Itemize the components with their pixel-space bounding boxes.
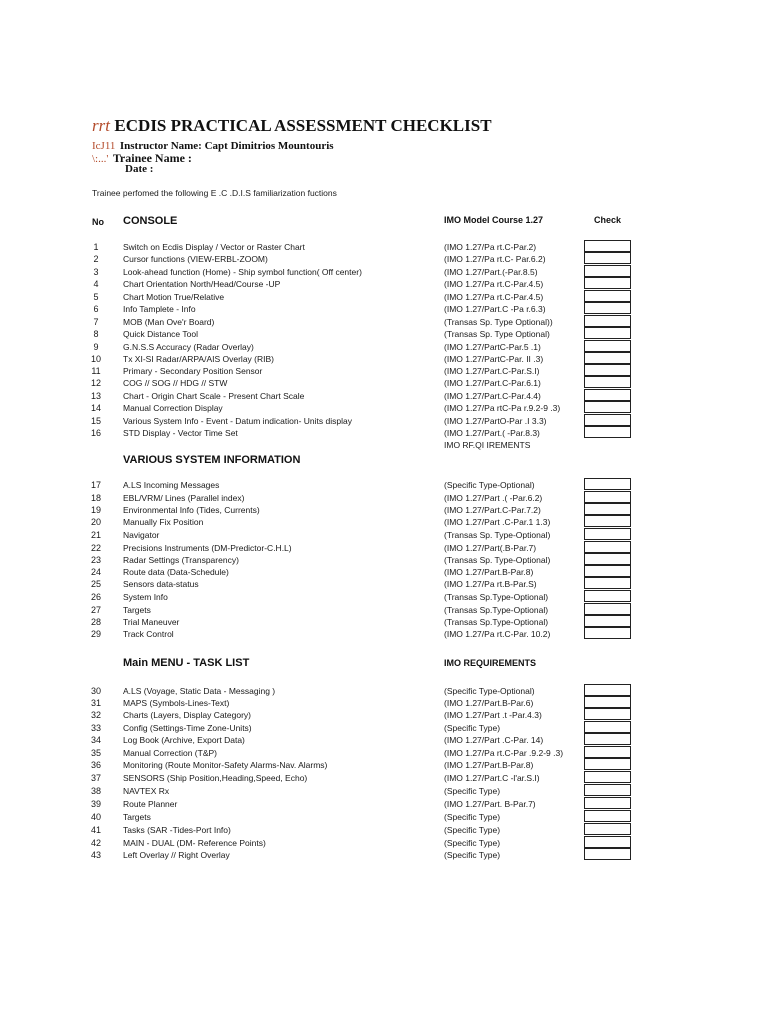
- row-number: 23: [90, 555, 101, 565]
- instructor-prefix: IcJ11: [92, 140, 116, 152]
- document-title-line: [92, 116, 492, 136]
- row-function: Manually Fix Position: [123, 517, 204, 527]
- row-function: A.LS (Voyage, Static Data - Messaging ): [123, 686, 276, 696]
- row-function: Chart Motion True/Relative: [123, 292, 225, 302]
- row-imo-reference: (IMO 1.27/Part.C-Par.S.I): [444, 366, 540, 376]
- check-box[interactable]: [584, 746, 631, 758]
- console-section-title: CONSOLE: [123, 215, 178, 227]
- row-function: STD Display - Vector Time Set: [123, 428, 238, 438]
- check-box[interactable]: [584, 340, 631, 352]
- check-box[interactable]: [584, 478, 631, 490]
- trainee-prefix: \:...': [92, 153, 109, 165]
- check-box[interactable]: [584, 265, 631, 277]
- imo-column-header: IMO Model Course 1.27: [444, 215, 544, 225]
- row-number: 41: [90, 825, 101, 835]
- no-column-header: No: [92, 217, 104, 227]
- row-number: 37: [90, 773, 101, 783]
- checklist-row: [0, 254, 768, 267]
- checklist-row: [0, 378, 768, 391]
- row-number: 9: [93, 342, 99, 352]
- check-box[interactable]: [584, 401, 631, 413]
- row-number: 42: [90, 838, 101, 848]
- check-box[interactable]: [584, 603, 631, 615]
- row-imo-reference: (Transas Sp.Type-Optional): [444, 617, 549, 627]
- instructor-name: Instructor Name: Capt Dimitrios Mountouris: [119, 140, 334, 152]
- check-box[interactable]: [584, 758, 631, 770]
- check-box[interactable]: [584, 771, 631, 783]
- row-function: EBL/VRM/ Lines (Parallel index): [123, 493, 245, 503]
- row-imo-reference: (Specific Type): [444, 812, 501, 822]
- check-box[interactable]: [584, 252, 631, 264]
- row-imo-reference: (Specific Type): [444, 850, 501, 860]
- row-imo-reference: (IMO 1.27/PartO-Par .I 3.3): [444, 416, 547, 426]
- row-imo-reference: (IMO 1.27/Part .t -Par.4.3): [444, 710, 542, 720]
- imo-requirements-note: IMO RF.QI IREMENTS: [444, 440, 531, 450]
- row-function: Tx XI-SI Radar/ARPA/AIS Overlay (RIB): [123, 354, 274, 364]
- row-imo-reference: (IMO 1.27/Part.C -Pa r.6.3): [444, 304, 546, 314]
- row-imo-reference: (IMO 1.27/PartC-Par.5 .1): [444, 342, 541, 352]
- row-function: Manual Correction (T&P): [123, 748, 218, 758]
- checklist-row: [0, 850, 768, 863]
- row-imo-reference: (IMO 1.27/Part.B-Par.8): [444, 760, 534, 770]
- checklist-row: [0, 279, 768, 292]
- row-imo-reference: (IMO 1.27/Part.B-Par.8): [444, 567, 534, 577]
- check-box[interactable]: [584, 327, 631, 339]
- check-box[interactable]: [584, 503, 631, 515]
- row-imo-reference: (IMO 1.27/Pa rt.B-Par.S): [444, 579, 537, 589]
- check-box[interactable]: [584, 708, 631, 720]
- checklist-row: [0, 592, 768, 605]
- row-number: 7: [93, 317, 99, 327]
- check-box[interactable]: [584, 733, 631, 745]
- checklist-row: [0, 786, 768, 799]
- row-number: 3: [93, 267, 99, 277]
- check-box[interactable]: [584, 848, 631, 860]
- row-function: Monitoring (Route Monitor-Safety Alarms-Nav. Alarms): [123, 760, 328, 770]
- row-function: NAVTEX Rx: [123, 786, 170, 796]
- check-box[interactable]: [584, 414, 631, 426]
- check-box[interactable]: [584, 491, 631, 503]
- row-imo-reference: (IMO 1.27/Part.C-Par.6.1): [444, 378, 541, 388]
- row-function: A.LS Incoming Messages: [123, 480, 220, 490]
- various-section-title: VARIOUS SYSTEM INFORMATION: [123, 454, 301, 466]
- check-box[interactable]: [584, 627, 631, 639]
- row-number: 20: [90, 517, 101, 527]
- row-function: Info Tamplete - Info: [123, 304, 196, 314]
- row-number: 30: [90, 686, 101, 696]
- check-box[interactable]: [584, 315, 631, 327]
- row-function: Chart Orientation North/Head/Course -UP: [123, 279, 281, 289]
- row-imo-reference: (IMO 1.27/Part.(-Par.8.5): [444, 267, 538, 277]
- row-function: Track Control: [123, 629, 174, 639]
- check-box[interactable]: [584, 302, 631, 314]
- row-function: SENSORS (Ship Position,Heading,Speed, Echo): [123, 773, 308, 783]
- row-number: 36: [90, 760, 101, 770]
- check-box[interactable]: [584, 426, 631, 438]
- checklist-row: [0, 760, 768, 773]
- row-function: Look-ahead function (Home) - Ship symbol function( Off center): [123, 267, 362, 277]
- row-function: MAPS (Symbols-Lines-Text): [123, 698, 230, 708]
- checklist-row: [0, 329, 768, 342]
- row-number: 27: [90, 605, 101, 615]
- row-imo-reference: (IMO 1.27/Part. B-Par.7): [444, 799, 536, 809]
- row-imo-reference: (IMO 1.27/Part.( -Par.8.3): [444, 428, 540, 438]
- row-function: Config (Settings-Time Zone-Units): [123, 723, 252, 733]
- row-imo-reference: (Specific Type): [444, 838, 501, 848]
- row-number: 17: [90, 480, 101, 490]
- row-number: 11: [91, 366, 101, 376]
- row-imo-reference: (Specific Type-Optional): [444, 480, 535, 490]
- row-imo-reference: (IMO 1.27/Pa rt.C-Par.4.5): [444, 279, 544, 289]
- checklist-row: [0, 799, 768, 812]
- row-imo-reference: (Specific Type-Optional): [444, 686, 535, 696]
- title-prefix: rrt: [92, 116, 110, 135]
- check-box[interactable]: [584, 553, 631, 565]
- row-function: Navigator: [123, 530, 160, 540]
- row-imo-reference: (Transas Sp. Type-Optional): [444, 530, 551, 540]
- row-function: Targets: [123, 812, 151, 822]
- row-number: 2: [93, 254, 99, 264]
- checklist-row: [0, 710, 768, 723]
- row-imo-reference: (IMO 1.27/PartC-Par. II .3): [444, 354, 544, 364]
- row-imo-reference: (IMO 1.27/Part.C-Par.7.2): [444, 505, 541, 515]
- row-imo-reference: (IMO 1.27/Part(.B-Par.7): [444, 543, 537, 553]
- row-imo-reference: (Specific Type): [444, 825, 501, 835]
- check-box[interactable]: [584, 797, 631, 809]
- checklist-row: [0, 825, 768, 838]
- checklist-row: [0, 403, 768, 416]
- check-box[interactable]: [584, 836, 631, 848]
- row-function: Tasks (SAR -Tides-Port Info): [123, 825, 231, 835]
- check-box[interactable]: [584, 364, 631, 376]
- row-function: Environmental Info (Tides, Currents): [123, 505, 260, 515]
- row-imo-reference: (Specific Type): [444, 723, 501, 733]
- row-imo-reference: (Specific Type): [444, 786, 501, 796]
- check-box[interactable]: [584, 615, 631, 627]
- row-number: 8: [93, 329, 99, 339]
- check-box[interactable]: [584, 528, 631, 540]
- row-function: Manual Correction Display: [123, 403, 223, 413]
- row-number: 35: [90, 748, 101, 758]
- checklist-row: [0, 304, 768, 317]
- row-function: COG // SOG // HDG // STW: [123, 378, 228, 388]
- row-imo-reference: (Transas Sp. Type-Optional): [444, 555, 551, 565]
- task-imo-header: IMO REQUIREMENTS: [444, 658, 537, 668]
- row-number: 15: [90, 416, 101, 426]
- row-function: Log Book (Archive, Export Data): [123, 735, 245, 745]
- row-number: 31: [90, 698, 101, 708]
- checklist-row: [0, 517, 768, 530]
- row-number: 18: [90, 493, 101, 503]
- row-imo-reference: (IMO 1.27/Part .C-Par. 14): [444, 735, 544, 745]
- check-box[interactable]: [584, 565, 631, 577]
- check-box[interactable]: [584, 721, 631, 733]
- row-number: 28: [90, 617, 101, 627]
- checklist-row: [0, 579, 768, 592]
- row-number: 25: [90, 579, 101, 589]
- row-number: 19: [90, 505, 101, 515]
- row-function: Charts (Layers, Display Category): [123, 710, 252, 720]
- check-box[interactable]: [584, 696, 631, 708]
- row-function: Switch on Ecdis Display / Vector or Raster Chart: [123, 242, 305, 252]
- row-number: 26: [90, 592, 101, 602]
- row-imo-reference: (Transas Sp.Type-Optional): [444, 592, 549, 602]
- row-imo-reference: (Transas Sp. Type Optional): [444, 329, 550, 339]
- row-number: 29: [90, 629, 101, 639]
- check-box[interactable]: [584, 577, 631, 589]
- checklist-row: [0, 428, 768, 441]
- row-imo-reference: (IMO 1.27/Pa rt.C-Par .9.2-9 .3): [444, 748, 564, 758]
- row-number: 12: [90, 378, 101, 388]
- check-box[interactable]: [584, 277, 631, 289]
- row-function: Sensors data-status: [123, 579, 199, 589]
- check-box[interactable]: [584, 515, 631, 527]
- task-section-title: Main MENU - TASK LIST: [123, 657, 250, 669]
- row-number: 21: [90, 530, 101, 540]
- row-number: 24: [90, 567, 101, 577]
- row-number: 39: [90, 799, 101, 809]
- check-box[interactable]: [584, 541, 631, 553]
- checklist-row: [0, 629, 768, 642]
- check-box[interactable]: [584, 352, 631, 364]
- row-imo-reference: (IMO 1.27/Pa rt.C-Par. 10.2): [444, 629, 551, 639]
- row-imo-reference: (IMO 1.27/Part .C-Par.1 1.3): [444, 517, 551, 527]
- row-imo-reference: (IMO 1.27/Part .( -Par.6.2): [444, 493, 543, 503]
- row-function: G.N.S.S Accuracy (Radar Overlay): [123, 342, 254, 352]
- check-box[interactable]: [584, 823, 631, 835]
- trainee-name: Trainee Name :: [112, 151, 192, 165]
- row-function: Various System Info - Event - Datum indication- Units display: [123, 416, 352, 426]
- row-function: MOB (Man Ove'r Board): [123, 317, 215, 327]
- checklist-row: [0, 530, 768, 543]
- row-number: 14: [90, 403, 101, 413]
- row-number: 4: [93, 279, 99, 289]
- row-function: Route Planner: [123, 799, 178, 809]
- row-function: Left Overlay // Right Overlay: [123, 850, 230, 860]
- check-box[interactable]: [584, 389, 631, 401]
- intro-text: Trainee perfomed the following E .C .D.I.S familiarization fuctions: [92, 188, 337, 198]
- row-number: 40: [90, 812, 101, 822]
- row-function: MAIN - DUAL (DM- Reference Points): [123, 838, 266, 848]
- row-number: 34: [90, 735, 101, 745]
- row-imo-reference: (IMO 1.27/Pa rt.C-Par.2): [444, 242, 537, 252]
- row-imo-reference: (IMO 1.27/Part.C -l'ar.S.I): [444, 773, 540, 783]
- row-imo-reference: (IMO 1.27/Pa rt.C- Par.6.2): [444, 254, 546, 264]
- row-number: 33: [90, 723, 101, 733]
- row-function: Trial Maneuver: [123, 617, 180, 627]
- row-function: Cursor functions (VIEW-ERBL-ZOOM): [123, 254, 268, 264]
- checklist-row: [0, 773, 768, 786]
- row-function: Route data (Data-Schedule): [123, 567, 229, 577]
- check-box[interactable]: [584, 590, 631, 602]
- row-imo-reference: (IMO 1.27/Part.C-Par.4.4): [444, 391, 541, 401]
- row-number: 5: [93, 292, 99, 302]
- row-number: 22: [90, 543, 101, 553]
- check-box[interactable]: [584, 376, 631, 388]
- row-imo-reference: (IMO 1.27/Pa rt.C-Par.4.5): [444, 292, 544, 302]
- check-box[interactable]: [584, 684, 631, 696]
- row-number: 13: [90, 391, 101, 401]
- row-number: 38: [90, 786, 101, 796]
- row-number: 10: [90, 354, 101, 364]
- row-number: 1: [93, 242, 99, 252]
- check-box[interactable]: [584, 290, 631, 302]
- row-imo-reference: (IMO 1.27/Part.B-Par.6): [444, 698, 534, 708]
- check-box[interactable]: [584, 240, 631, 252]
- row-number: 16: [90, 428, 101, 438]
- check-box[interactable]: [584, 784, 631, 796]
- row-number: 32: [90, 710, 101, 720]
- check-box[interactable]: [584, 810, 631, 822]
- row-function: Primary - Secondary Position Sensor: [123, 366, 263, 376]
- checklist-row: [0, 480, 768, 493]
- date-label: Date :: [125, 163, 154, 175]
- row-imo-reference: (IMO 1.27/Pa rtC-Pa r.9.2-9 .3): [444, 403, 561, 413]
- row-function: System Info: [123, 592, 168, 602]
- row-function: Radar Settings (Transparency): [123, 555, 239, 565]
- checklist-row: [0, 735, 768, 748]
- check-column-header: Check: [594, 215, 622, 225]
- row-function: Targets: [123, 605, 151, 615]
- row-number: 43: [90, 850, 101, 860]
- checklist-row: [0, 812, 768, 825]
- row-number: 6: [93, 304, 99, 314]
- row-imo-reference: (Transas Sp.Type-Optional): [444, 605, 549, 615]
- row-function: Quick Distance Tool: [123, 329, 198, 339]
- document-title: ECDIS PRACTICAL ASSESSMENT CHECKLIST: [114, 116, 492, 135]
- row-function: Chart - Origin Chart Scale - Present Chart Scale: [123, 391, 305, 401]
- row-function: Precisions Instruments (DM-Predictor-C.H.L): [123, 543, 292, 553]
- row-imo-reference: (Transas Sp. Type Optional)): [444, 317, 553, 327]
